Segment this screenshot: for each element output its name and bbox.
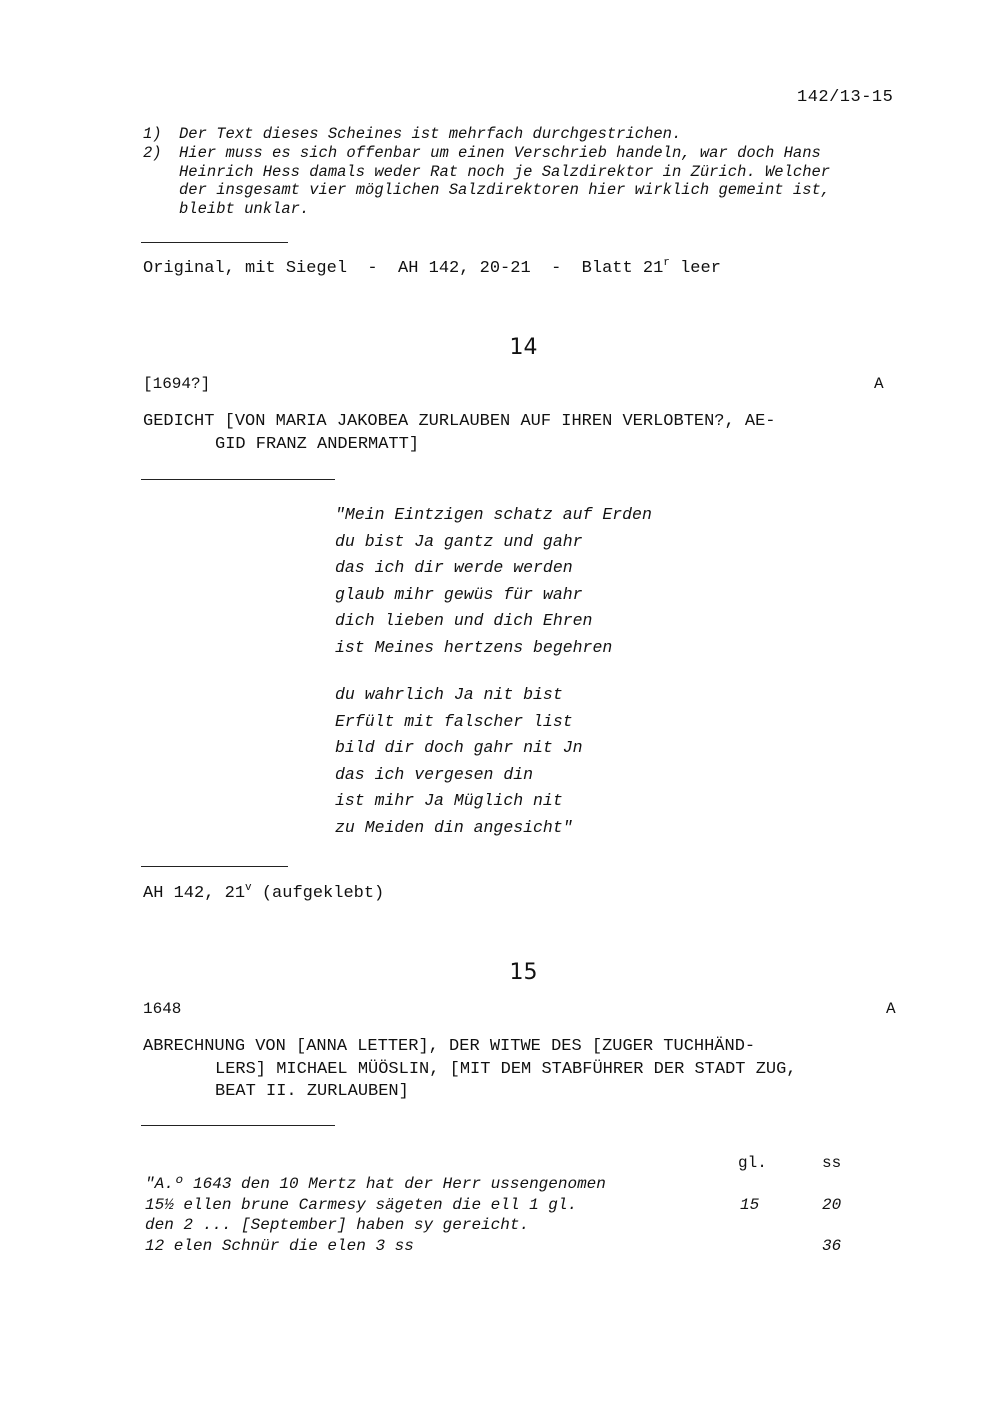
poem-line: zu Meiden din angesicht" — [335, 817, 573, 837]
footnote-text: Heinrich Hess damals weder Rat noch je Salzdirektor in Zürich. Welcher — [179, 162, 831, 181]
poem-line: du bist Ja gantz und gahr — [335, 531, 583, 551]
divider — [141, 242, 288, 243]
title-line: GID FRANZ ANDERMATT] — [215, 434, 420, 454]
source-note — [143, 257, 721, 278]
document-date: [1694?] — [143, 375, 211, 393]
divider — [141, 1125, 335, 1126]
document-type: A — [886, 1000, 896, 1018]
poem-line: du wahrlich Ja nit bist — [335, 685, 563, 704]
poem-line: glaub mihr gewüs für wahr — [335, 584, 583, 604]
footnote-text: bleibt unklar. — [179, 200, 310, 219]
table-row — [145, 1236, 905, 1257]
document-type: A — [874, 375, 884, 393]
poem-line: "Mein Eintzigen schatz auf Erden — [335, 505, 652, 524]
table-row — [145, 1215, 905, 1236]
footnotes — [143, 125, 830, 219]
row-ss: 36 — [822, 1236, 842, 1255]
column-header-gl: gl. — [738, 1154, 767, 1172]
source-text: (aufgeklebt) — [251, 884, 385, 903]
poem-line: ist Meines hertzens begehren — [335, 637, 613, 657]
row-text: 15½ ellen brune Carmesy sägeten die ell 1 gl. — [145, 1195, 578, 1214]
row-text: "A.º 1643 den 10 Mertz hat der Herr ussengenomen — [145, 1175, 606, 1193]
document-date: 1648 — [143, 1000, 182, 1018]
poem-stanza — [335, 502, 652, 661]
column-header-ss: ss — [822, 1154, 842, 1172]
folio-side: v — [245, 882, 252, 894]
footnote-text: der insgesamt vier möglichen Salzdirektoren hier wirklich gemeint ist, — [179, 181, 831, 200]
source-text: AH 142, 21 — [143, 884, 246, 903]
table-row — [145, 1195, 905, 1216]
footnote-1 — [143, 125, 830, 144]
source-text: Original, mit Siegel - AH 142, 20-21 - Blatt 21 — [143, 259, 664, 278]
folio-side: r — [663, 257, 670, 269]
poem-line: das ich dir werde werden — [335, 558, 573, 577]
document-number: 14 — [509, 335, 538, 360]
title-line: ABRECHNUNG VON [ANNA LETTER], DER WITWE DES [ZUGER TUCHHÄND- — [143, 1037, 756, 1056]
footnote-2 — [143, 144, 830, 163]
poem-line: bild dir doch gahr nit Jn — [335, 738, 583, 757]
title-line: LERS] MICHAEL MÜÖSLIN, [MIT DEM STABFÜHRER DER STADT ZUG, — [215, 1059, 797, 1079]
title-line: GEDICHT [VON MARIA JAKOBEA ZURLAUBEN AUF IHREN VERLOBTEN?, AE- — [143, 412, 776, 431]
footnote-text: Der Text dieses Scheines ist mehrfach durchgestrichen. — [179, 125, 682, 143]
poem-line: ist mihr Ja Müglich nit — [335, 791, 563, 810]
poem — [335, 502, 652, 841]
document-title — [143, 411, 913, 456]
row-ss: 20 — [822, 1195, 842, 1214]
table-row — [145, 1174, 905, 1195]
poem-line: das ich vergesen din — [335, 764, 534, 784]
account-table — [145, 1174, 905, 1256]
footnote-number: 1) — [143, 125, 162, 143]
document-title — [143, 1036, 913, 1104]
page-number: 142/13-15 — [797, 88, 894, 107]
row-text: den 2 ... [September] haben sy gereicht. — [145, 1216, 530, 1235]
footnote-number: 2) — [143, 143, 162, 162]
poem-line: Erfült mit falscher list — [335, 711, 573, 731]
source-note — [143, 882, 384, 903]
row-gl: 15 — [740, 1195, 760, 1214]
poem-stanza — [335, 682, 652, 841]
title-line: BEAT II. ZURLAUBEN] — [215, 1082, 409, 1101]
divider — [141, 866, 288, 867]
row-text: 12 elen Schnür die elen 3 ss — [145, 1236, 414, 1255]
source-text: leer — [669, 259, 721, 278]
footnote-text: Hier muss es sich offenbar um einen Verschrieb handeln, war doch Hans — [179, 143, 821, 162]
document-number: 15 — [509, 960, 538, 985]
poem-line: dich lieben und dich Ehren — [335, 611, 593, 630]
divider — [141, 479, 335, 480]
